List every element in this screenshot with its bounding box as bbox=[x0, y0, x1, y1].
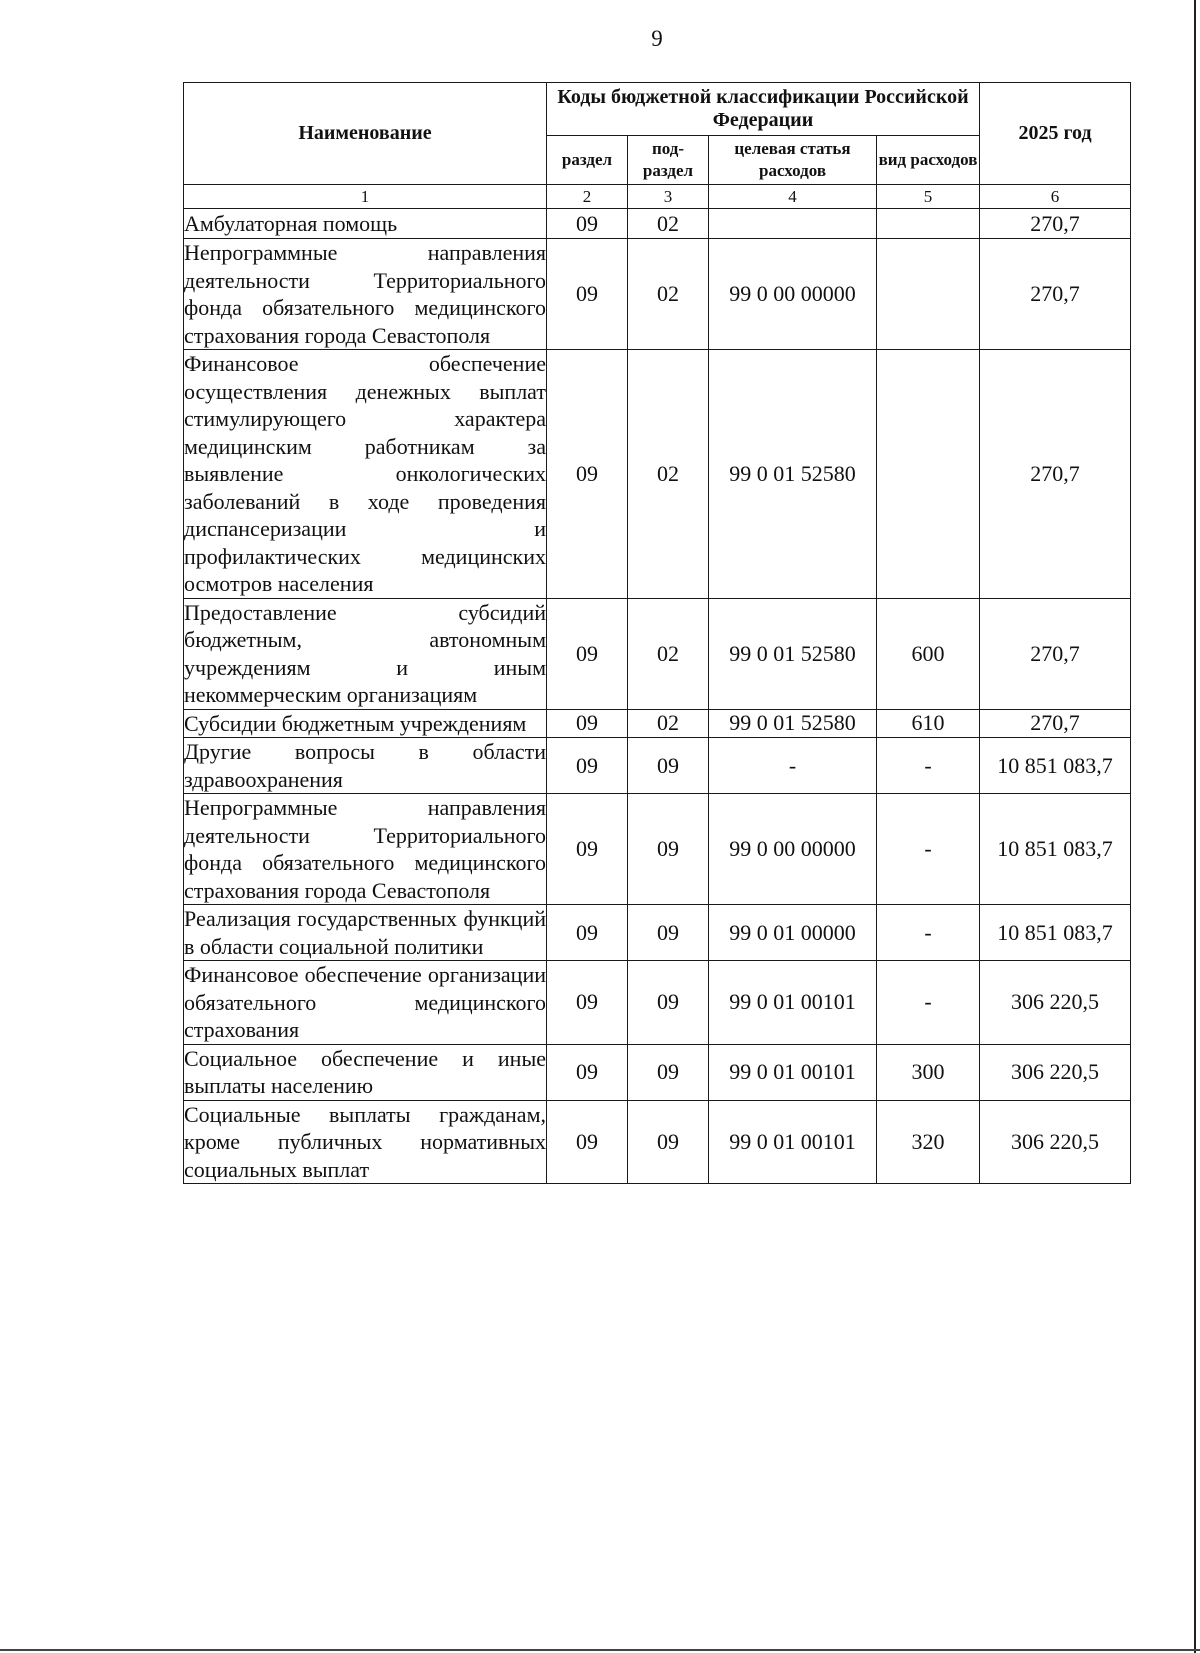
column-number-row bbox=[184, 185, 1131, 209]
table-row bbox=[184, 1044, 1131, 1100]
column-number: 3 bbox=[628, 185, 709, 209]
header-target: целевая статья расходов bbox=[709, 136, 877, 185]
page-number: 9 bbox=[651, 26, 663, 51]
header-year: 2025 год bbox=[980, 83, 1131, 185]
page-edge-bottom bbox=[0, 1649, 1200, 1651]
row-podrazdel: 02 bbox=[628, 709, 709, 738]
row-target: 99 0 01 52580 bbox=[709, 350, 877, 599]
row-amount: 270,7 bbox=[980, 598, 1131, 709]
row-target: 99 0 01 00000 bbox=[709, 905, 877, 961]
row-vid: - bbox=[877, 905, 980, 961]
row-podrazdel: 09 bbox=[628, 794, 709, 905]
row-name: Непрограммные направления деятельности Территориального фонда обязательного медицинского страхования города Севастополя bbox=[184, 795, 546, 903]
table-row bbox=[184, 961, 1131, 1045]
row-target: 99 0 01 52580 bbox=[709, 598, 877, 709]
row-amount: 10 851 083,7 bbox=[980, 905, 1131, 961]
row-target: 99 0 01 00101 bbox=[709, 1100, 877, 1184]
row-razdel: 09 bbox=[547, 794, 628, 905]
row-razdel: 09 bbox=[547, 209, 628, 239]
table-row bbox=[184, 905, 1131, 961]
row-name: Субсидии бюджетным учреждениям bbox=[184, 709, 547, 738]
table-row bbox=[184, 794, 1131, 905]
row-name: Непрограммные направления деятельности Территориального фонда обязательного медицинского страхования города Севастополя bbox=[184, 240, 546, 348]
row-name: Предоставление субсидий бюджетным, автономным учреждениям и иным некоммерческим организациям bbox=[184, 599, 546, 707]
column-number: 5 bbox=[877, 185, 980, 209]
page-edge-right bbox=[1194, 0, 1196, 1653]
header-name: Наименование bbox=[184, 83, 547, 185]
row-target: 99 0 01 52580 bbox=[709, 709, 877, 738]
row-podrazdel: 02 bbox=[628, 598, 709, 709]
column-number: 2 bbox=[547, 185, 628, 209]
row-amount: 306 220,5 bbox=[980, 1044, 1131, 1100]
budget-table bbox=[183, 82, 1131, 1184]
row-vid bbox=[877, 239, 980, 350]
row-target: 99 0 01 00101 bbox=[709, 961, 877, 1045]
header-razdel: раздел bbox=[547, 136, 628, 185]
row-razdel: 09 bbox=[547, 738, 628, 794]
row-amount: 306 220,5 bbox=[980, 961, 1131, 1045]
row-amount: 306 220,5 bbox=[980, 1100, 1131, 1184]
table-row bbox=[184, 209, 1131, 239]
header-row-top bbox=[184, 83, 1131, 136]
row-podrazdel: 09 bbox=[628, 961, 709, 1045]
row-razdel: 09 bbox=[547, 350, 628, 599]
row-name: Амбулаторная помощь bbox=[184, 209, 547, 239]
row-target: 99 0 01 00101 bbox=[709, 1044, 877, 1100]
row-amount: 270,7 bbox=[980, 350, 1131, 599]
header-codes-group: Коды бюджетной классификации Российской Федерации bbox=[547, 83, 980, 136]
column-number: 6 bbox=[980, 185, 1131, 209]
row-name: Финансовое обеспечение осуществления денежных выплат стимулирующего характера медицинским работникам за выявление онкологических заболеваний в ходе проведения диспансеризации и профилактических медицинских осмотров населения bbox=[184, 351, 546, 596]
header-podrazdel: под-раздел bbox=[628, 136, 709, 185]
row-razdel: 09 bbox=[547, 905, 628, 961]
table-row bbox=[184, 350, 1131, 599]
row-vid: - bbox=[877, 738, 980, 794]
row-amount: 10 851 083,7 bbox=[980, 738, 1131, 794]
row-podrazdel: 02 bbox=[628, 209, 709, 239]
row-vid: 610 bbox=[877, 709, 980, 738]
row-vid: - bbox=[877, 961, 980, 1045]
row-amount: 270,7 bbox=[980, 209, 1131, 239]
row-razdel: 09 bbox=[547, 961, 628, 1045]
row-name: Другие вопросы в области здравоохранения bbox=[184, 739, 546, 792]
row-amount: 10 851 083,7 bbox=[980, 794, 1131, 905]
row-podrazdel: 02 bbox=[628, 350, 709, 599]
row-target: 99 0 00 00000 bbox=[709, 239, 877, 350]
table-row bbox=[184, 709, 1131, 738]
row-podrazdel: 09 bbox=[628, 1044, 709, 1100]
row-vid: 600 bbox=[877, 598, 980, 709]
row-podrazdel: 02 bbox=[628, 239, 709, 350]
table-row bbox=[184, 598, 1131, 709]
row-amount: 270,7 bbox=[980, 239, 1131, 350]
row-target: 99 0 00 00000 bbox=[709, 794, 877, 905]
row-razdel: 09 bbox=[547, 239, 628, 350]
column-number: 4 bbox=[709, 185, 877, 209]
row-name: Финансовое обеспечение организации обязательного медицинского страхования bbox=[184, 962, 546, 1042]
row-name: Социальные выплаты гражданам, кроме публичных нормативных социальных выплат bbox=[184, 1101, 546, 1182]
row-podrazdel: 09 bbox=[628, 738, 709, 794]
row-target: - bbox=[709, 738, 877, 794]
row-razdel: 09 bbox=[547, 709, 628, 738]
column-number: 1 bbox=[184, 185, 547, 209]
row-razdel: 09 bbox=[547, 1044, 628, 1100]
row-vid: 300 bbox=[877, 1044, 980, 1100]
row-target bbox=[709, 209, 877, 239]
row-vid: 320 bbox=[877, 1100, 980, 1184]
row-razdel: 09 bbox=[547, 1100, 628, 1184]
table-row bbox=[184, 239, 1131, 350]
row-podrazdel: 09 bbox=[628, 905, 709, 961]
header-vid: вид расходов bbox=[877, 136, 980, 185]
row-podrazdel: 09 bbox=[628, 1100, 709, 1184]
table-row bbox=[184, 738, 1131, 794]
table-row bbox=[184, 1100, 1131, 1184]
row-amount: 270,7 bbox=[980, 709, 1131, 738]
row-vid bbox=[877, 350, 980, 599]
row-name: Реализация государственных функций в области социальной политики bbox=[184, 906, 546, 959]
row-vid: - bbox=[877, 794, 980, 905]
row-vid bbox=[877, 209, 980, 239]
row-razdel: 09 bbox=[547, 598, 628, 709]
row-name: Социальное обеспечение и иные выплаты населению bbox=[184, 1045, 546, 1098]
